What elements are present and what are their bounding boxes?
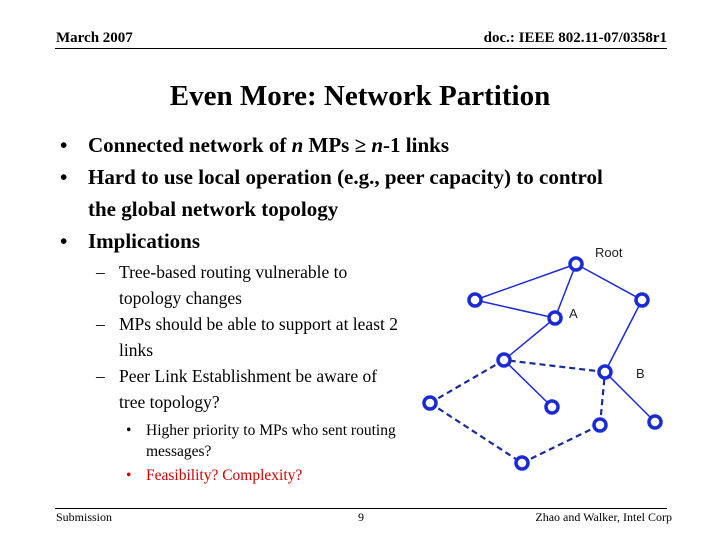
- mesh-node-sw: [516, 457, 528, 469]
- mesh-node-se: [594, 419, 606, 431]
- link-edge: [605, 300, 642, 372]
- mesh-node-nw: [469, 294, 481, 306]
- dashed-link-edge: [430, 403, 522, 463]
- bullet-symbol: •: [60, 165, 68, 189]
- footer-rule: [55, 508, 667, 509]
- sub-sub-bullet-2-text: Feasibility? Complexity?: [146, 467, 303, 484]
- bullet-1-pre: Connected network of: [88, 133, 292, 157]
- mesh-node-ne: [636, 294, 648, 306]
- bullet-symbol: •: [60, 229, 68, 253]
- header-doc-id: doc.: IEEE 802.11-07/0358r1: [483, 30, 667, 46]
- dot-marker: •: [126, 422, 132, 439]
- network-edges: [430, 264, 655, 463]
- bullet-1-mid: MPs ≥: [303, 133, 372, 157]
- sub-bullet-2-text: MPs should be able to support at least 2 links: [119, 314, 399, 360]
- dash-marker: –: [96, 366, 105, 386]
- dot-marker: •: [126, 467, 132, 484]
- link-edge: [605, 372, 655, 422]
- footer-submission: Submission: [56, 510, 113, 524]
- label-b: B: [636, 366, 645, 381]
- label-root: Root: [595, 245, 623, 260]
- mesh-node-mid: [498, 354, 510, 366]
- mesh-node-c: [546, 401, 558, 413]
- footer-page-number: 9: [358, 510, 364, 524]
- footer-authors: Zhao and Walker, Intel Corp: [535, 510, 672, 524]
- dashed-link-edge: [522, 425, 600, 463]
- label-a: A: [569, 306, 578, 321]
- mesh-node-far: [649, 416, 661, 428]
- link-edge: [576, 264, 642, 300]
- sub-bullet-3-text: Peer Link Establishment be aware of tree topology?: [119, 366, 378, 412]
- dashed-link-edge: [504, 360, 605, 372]
- bullet-1-n2: n: [371, 133, 384, 157]
- bullet-2-continued: the global network topology: [88, 197, 339, 221]
- bullet-2-line1: Hard to use local operation (e.g., peer capacity) to control: [88, 165, 603, 189]
- dash-marker: –: [96, 262, 105, 282]
- dashed-link-edge: [430, 360, 504, 403]
- mesh-node-b: [599, 366, 611, 378]
- sub-bullet-1-text: Tree-based routing vulnerable to topology changes: [119, 262, 348, 308]
- link-edge: [475, 300, 555, 318]
- link-edge: [475, 264, 576, 300]
- mesh-node-root: [570, 258, 582, 270]
- bullet-1-post: -1 links: [383, 133, 449, 157]
- dash-marker: –: [96, 314, 105, 334]
- mesh-node-a: [549, 312, 561, 324]
- mesh-node-w: [424, 397, 436, 409]
- link-edge: [504, 360, 552, 407]
- dashed-link-edge: [600, 372, 605, 425]
- slide-title: Even More: Network Partition: [169, 80, 551, 112]
- sub-sub-bullet-1-text: Higher priority to MPs who sent routing messages?: [146, 422, 396, 460]
- bullet-symbol: •: [60, 133, 68, 157]
- bullet-1-n: n: [291, 133, 304, 157]
- bullet-3-text: Implications: [88, 229, 201, 253]
- link-edge: [504, 318, 555, 360]
- header-date: March 2007: [56, 30, 133, 46]
